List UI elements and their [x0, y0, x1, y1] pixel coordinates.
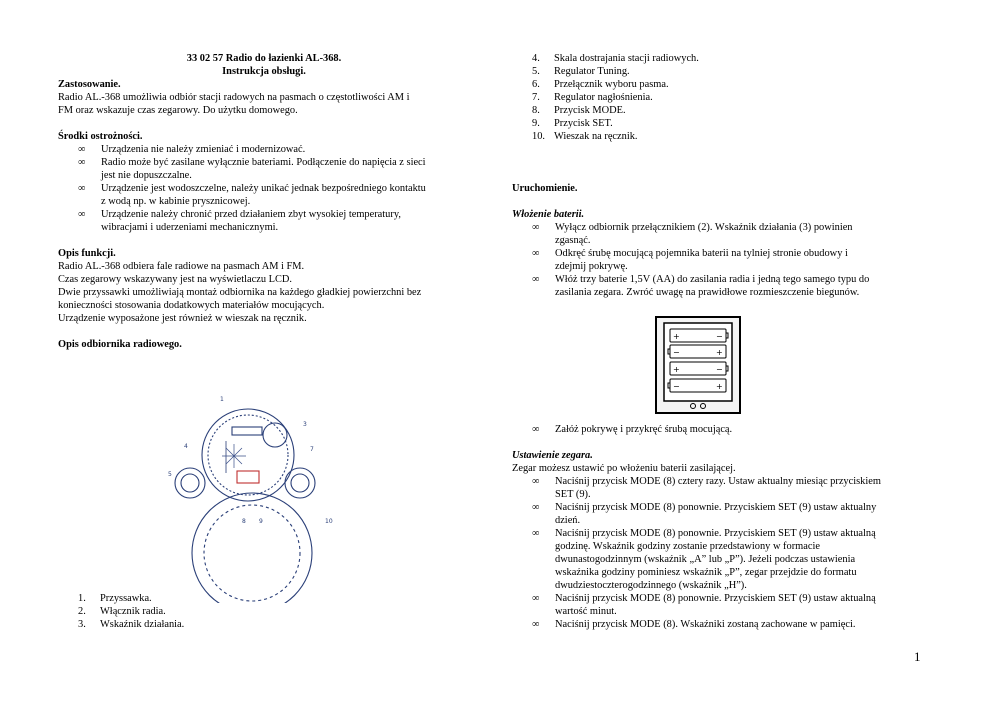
battery-minus: −: [673, 348, 680, 357]
infinity-bullet-icon: ∞: [78, 157, 86, 168]
right-column-lower: [512, 423, 932, 631]
list-item: 5. Regulator Tuning.: [532, 66, 630, 77]
radio-diagram: [160, 393, 340, 603]
towel-hanger-ring: [192, 493, 312, 603]
radio-body-outline: [202, 409, 294, 501]
infinity-bullet-icon: ∞: [532, 248, 540, 259]
infinity-bullet-icon: ∞: [532, 476, 540, 487]
list-item: ∞ Naciśnij przycisk MODE (8) cztery razy. Ustaw aktualny miesiąc przyciskiem SET (9).: [532, 476, 881, 500]
paragraph-line: Radio AL.-368 umożliwia odbiór stacji radowych na pasmach o częstotliwości AM i: [58, 92, 410, 103]
document-title: 33 02 57 Radio do łazienki AL-368.: [186, 53, 342, 64]
list-item-text: Urządzenia nie należy zmieniać i modernizować.: [101, 144, 306, 155]
infinity-bullet-icon: ∞: [532, 528, 540, 539]
list-item-text: jest nie dopuszczalne.: [101, 170, 192, 181]
list-item: 2. Włącznik radia.: [78, 606, 166, 617]
battery-minus: −: [716, 365, 723, 374]
paragraph-line: Czas zegarowy wskazywany jest na wyświetlaczu LCD.: [58, 274, 293, 285]
left-column: [58, 52, 470, 351]
battery-minus: −: [716, 332, 723, 341]
section-heading-opis-odbiornika: Opis odbiornika radiowego.: [58, 339, 182, 350]
precautions-list: [58, 143, 470, 234]
section-heading-zastosowanie: Zastosowanie.: [58, 79, 121, 90]
suction-cup-left-inner: [181, 474, 199, 492]
callout-label: 8: [242, 518, 246, 525]
battery-plus: +: [716, 382, 723, 391]
list-item: ∞ Naciśnij przycisk MODE (8) ponownie. Przyciskiem SET (9) ustaw aktualną wartość minut.: [532, 593, 876, 617]
paragraph-line: Dwie przyssawki umożliwiają montaż odbiornika na każdego gładkiej powierzchni bez: [58, 287, 422, 298]
battery-minus: −: [673, 382, 680, 391]
list-item: [58, 182, 470, 208]
suction-cup-right: [285, 468, 315, 498]
infinity-bullet-icon: ∞: [532, 222, 540, 233]
paragraph-line: Urządzenie wyposażone jest również w wieszak na ręcznik.: [58, 313, 307, 324]
paragraph-line: Radio AL.-368 odbiera fale radiowe na pasmach AM i FM.: [58, 261, 305, 272]
list-item: [58, 208, 470, 234]
infinity-bullet-icon: ∞: [532, 424, 540, 435]
clock-steps-list: [512, 475, 932, 631]
suction-cup-right-inner: [291, 474, 309, 492]
paragraph-line: FM oraz wskazuje czas zegarowy. Do użytku domowego.: [58, 105, 298, 116]
document-subtitle: Instrukcja obsługi.: [222, 66, 306, 77]
callout-label: 4: [184, 443, 188, 450]
lcd-display: [237, 471, 259, 483]
callout-label: 7: [310, 446, 314, 453]
parts-list-left: [58, 592, 470, 631]
towel-hanger-inner: [204, 505, 300, 601]
section-heading-zegar: Ustawienie zegara.: [512, 450, 593, 461]
cover-step-list: [512, 423, 932, 436]
list-item-text: z wodą np. w kabinie prysznicowej.: [101, 196, 251, 207]
callout-label: 5: [168, 471, 172, 478]
list-item: 8. Przycisk MODE.: [532, 105, 626, 116]
parts-list-right: [512, 52, 932, 143]
paragraph-line: Zegar możesz ustawić po włożeniu baterii zasilającej.: [512, 463, 736, 474]
callout-label: 1: [220, 396, 224, 403]
infinity-bullet-icon: ∞: [532, 502, 540, 513]
list-item: 3. Wskaźnik działania.: [78, 619, 185, 630]
list-item-text: Radio może być zasilane wyłącznie bateriami. Podłączenie do napięcia z sieci: [101, 157, 426, 168]
list-item: ∞ Naciśnij przycisk MODE (8) ponownie. Przyciskiem SET (9) ustaw aktualną godzinę. Wskaźnik godziny zostanie przedstawiony w formacie dwunastogodzinnym (wskaźnik „A” lub „P”). Jeżeli podczas ustawienia wskaźnika godziny pominiesz wskaźnik „P”, zegar przejdzie do formatu dwudziestoczterogodzinnego (wskaźnik „H”).: [532, 528, 876, 591]
section-heading-opis-funkcji: Opis funkcji.: [58, 248, 116, 259]
list-item: ∞ Wyłącz odbiornik przełącznikiem (2). Wskaźnik działania (3) powinien zgasnąć.: [532, 222, 853, 246]
list-item-text: Urządzenie należy chronić przed działaniem zbyt wysokiej temperatury,: [101, 209, 401, 220]
infinity-bullet-icon: ∞: [78, 183, 86, 194]
list-item: ∞ Naciśnij przycisk MODE (8) ponownie. Przyciskiem SET (9) ustaw aktualny dzień.: [532, 502, 877, 526]
suction-cup-left: [175, 468, 205, 498]
list-item: [58, 156, 470, 182]
list-item: 4. Skala dostrajania stacji radiowych.: [532, 53, 699, 64]
list-item-text: wibracjami i uderzeniami mechanicznymi.: [101, 222, 279, 233]
callout-label: 3: [303, 421, 307, 428]
paragraph-line: konieczności stosowania dodatkowych materiałów mocujących.: [58, 300, 325, 311]
infinity-bullet-icon: ∞: [532, 274, 540, 285]
callout-label: 10: [325, 518, 333, 525]
battery-plus: +: [716, 348, 723, 357]
list-item: [58, 143, 470, 156]
battery-steps-list: [512, 221, 932, 299]
list-item-text: Urządzenie jest wodoszczelne, należy unikać jednak bezpośredniego kontaktu: [101, 183, 426, 194]
battery-compartment-diagram: [655, 316, 741, 414]
battery-plus: +: [673, 365, 680, 374]
list-item: 7. Regulator nagłośnienia.: [532, 92, 653, 103]
list-item: 6. Przełącznik wyboru pasma.: [532, 79, 669, 90]
infinity-bullet-icon: ∞: [532, 619, 540, 630]
section-heading-uruchomienie: Uruchomienie.: [512, 183, 578, 194]
list-item: ∞ Włóż trzy baterie 1,5V (AA) do zasilania radia i jedną tego samego typu do zasilania zegara. Zwróć uwagę na prawidłowe rozmieszczenie biegunów.: [532, 274, 870, 298]
list-item: 10. Wieszak na ręcznik.: [532, 131, 638, 142]
tuning-knob: [263, 423, 287, 447]
page-number: 1: [914, 649, 921, 664]
infinity-bullet-icon: ∞: [532, 593, 540, 604]
tuning-scale: [232, 427, 262, 435]
battery-plus: +: [673, 332, 680, 341]
list-item: 1. Przyssawka.: [78, 593, 152, 604]
list-item: 9. Przycisk SET.: [532, 118, 613, 129]
list-item: ∞ Naciśnij przycisk MODE (8). Wskaźniki zostaną zachowane w pamięci.: [532, 619, 856, 630]
list-item: ∞ Załóż pokrywę i przykręć śrubą mocującą.: [532, 424, 733, 435]
infinity-bullet-icon: ∞: [78, 144, 86, 155]
callout-label: 9: [259, 518, 263, 525]
list-item: ∞ Odkręć śrubę mocującą pojemnika baterii na tylniej stronie obudowy i zdejmij pokrywę.: [532, 248, 848, 272]
right-column: [512, 52, 932, 299]
section-heading-wlozenie: Włożenie baterii.: [512, 209, 585, 220]
section-heading-srodki: Środki ostrożności.: [58, 131, 143, 142]
infinity-bullet-icon: ∞: [78, 209, 86, 220]
